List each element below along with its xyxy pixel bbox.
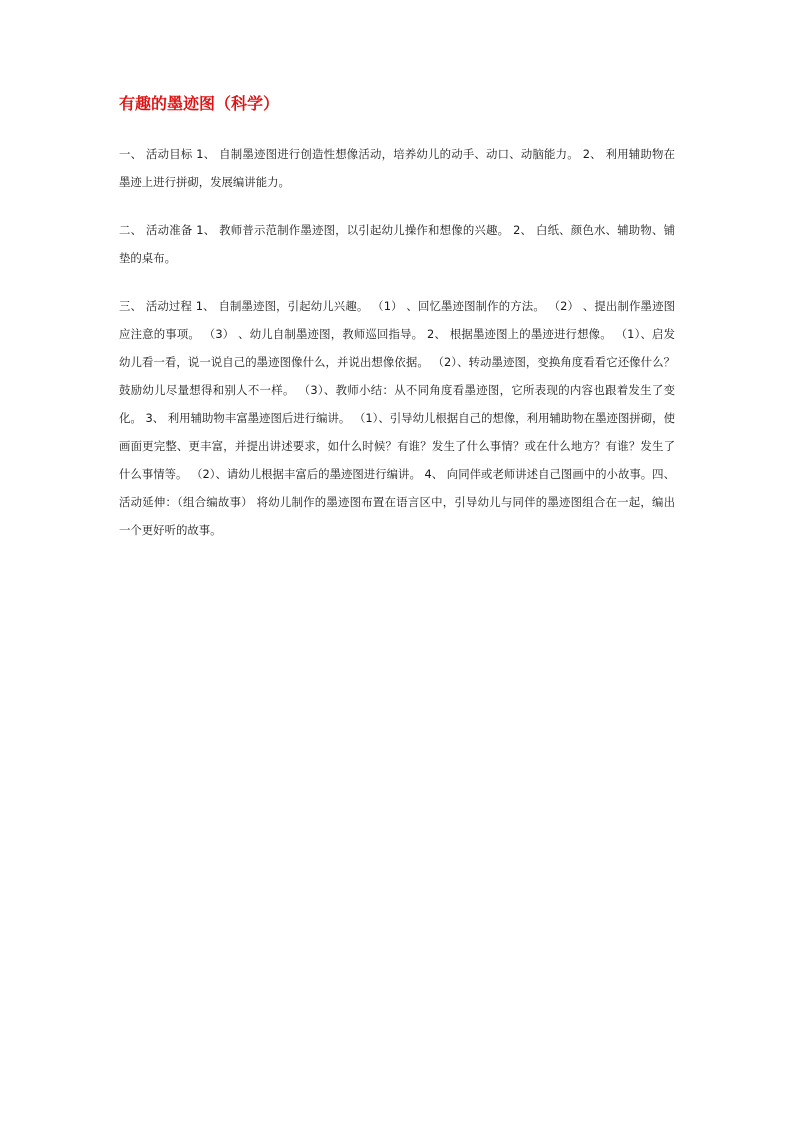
document-title: 有趣的墨迹图（科学）: [119, 94, 280, 113]
section-process: 三、 活动过程 1、 自制墨迹图，引起幼儿兴趣。 （1） 、回忆墨迹图制作的方法。 （2） 、提出制作墨迹图应注意的事项。 （3） 、幼儿自制墨迹图，教师巡回指导。 2、 根据墨迹图上的墨迹进行想像。 （1）、启发幼儿看一看，说一说自己的墨迹图像什么，并说出想像依据。 （2）、转动墨迹图，变换角度看看它还像什么？鼓励幼儿尽量想得和别人不一样。 （3）、教师小结：从不同角度看墨迹图，它所表现的内容也跟着发生了变化。 3、 利用辅助物丰富墨迹图后进行编讲。 （1）、引导幼儿根据自己的想像，利用辅助物在墨迹图拼砌，使画面更完整、更丰富，并提出讲述要求，如什么时候？有谁？发生了什么事情？或在什么地方？有谁？发生了什么事情等。 （2）、请幼儿根据丰富后的墨迹图进行编讲。 4、 向同伴或老师讲述自己图画中的小故事。四、 活动延伸：（组合编故事） 将幼儿制作的墨迹图布置在语言区中，引导幼儿与同伴的墨迹图组合在一起，编出一个更好听的故事。: [119, 299, 675, 537]
section-objectives: 一、 活动目标 1、 自制墨迹图进行创造性想像活动，培养幼儿的动手、动口、动脑能力。 2、 利用辅助物在墨迹上进行拼砌，发展编讲能力。: [119, 147, 675, 189]
section-preparation: 二、 活动准备 1、 教师普示范制作墨迹图，以引起幼儿操作和想像的兴趣。 2、 白纸、颜色水、辅助物、铺垫的桌布。: [119, 223, 675, 265]
document-body: [119, 92, 675, 564]
